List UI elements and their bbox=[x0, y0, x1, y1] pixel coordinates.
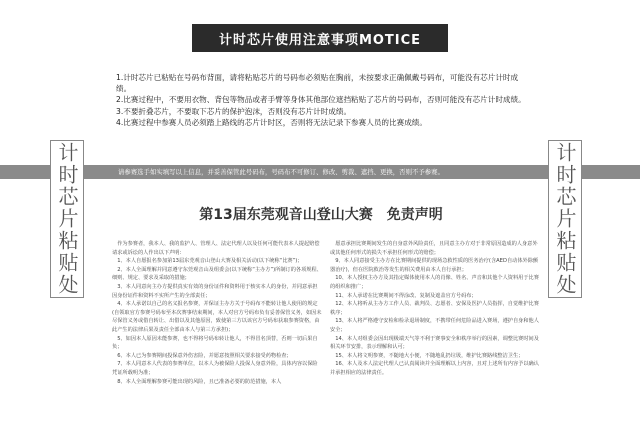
chip-sticker-label-right: 计时芯片粘贴处 bbox=[553, 142, 577, 296]
chip-sticker-area-right bbox=[548, 140, 582, 298]
disclaimer-paragraph: 7、本人同意本人代表的参赛单位，以本人为被保险人投保人身意外险，具体内容以保险凭证所载明为准； bbox=[112, 361, 318, 376]
chip-notice-list bbox=[116, 72, 526, 128]
notice-title: 计时芯片使用注意事项MOTICE bbox=[218, 32, 422, 48]
disclaimer-paragraph: 13、本人将严格遵守安检和检录退场制度，不携带任何危险品进入赛场，遵护自身和他人安全； bbox=[330, 318, 539, 333]
disclaimer-paragraph: 1、本人自愿报名参加第13届东莞观音山登山大赛及相关活动(以下统称“比赛”)； bbox=[117, 258, 303, 265]
disclaimer-paragraph: 12、本人将听从主办方工作人员、裁判员、志愿者、安保及医护人员指挥，自觉维护比赛秩序； bbox=[330, 301, 539, 316]
disclaimer-paragraph: 8、本人全面理解参赛可能出现的风险，且已准备必要的防范措施，本人 bbox=[117, 378, 282, 385]
disclaimer-paragraph: 4、本人承诺以自己的名义报名参赛，并保证主办方关于号码布不能转让他人使用的规定(自领取官方参赛号码布至本次赛事结束期间，本人对官方号码布负有妥善保管义务，如因未尽保管义务或借自转让、出借以及其他原因，致使第三方以该官方号码布获取参赛资格，由此产生的法律后果及责任全部由本人与第三方承担)； bbox=[112, 301, 322, 333]
disclaimer-title: 第13届东莞观音山登山大赛 免责声明 bbox=[199, 207, 443, 223]
disclaimer-paragraph: 15、本人将文明参赛，不随地大小便，不随地乱扔垃圾，维护比赛路线整洁卫生； bbox=[335, 352, 524, 359]
disclaimer-paragraph: 3、本人同意向主办方提供真实有效的身份证件和资料用于核实本人的身份，并同意承担因身份证件和资料不实所产生的全部责任； bbox=[112, 283, 318, 299]
disclaimer-paragraph: 16、本人及本人法定代理人已认真阅读并全面理解以上内容，且对上述所有内容予以确认并承担相应的法律责任。 bbox=[330, 361, 539, 376]
info-band-text: 请参赛选手如实填写以上信息，并妥善保管此号码布，号码布不可修订、修改、剪裁、遮挡、更换，否则不予参赛。 bbox=[118, 168, 444, 176]
disclaimer-paragraph: 14、本人对组委会因出现极端天气等不利于赛事安全和秩序举行的因素，调整比赛时间及相关环节安排，表示理解和认可； bbox=[330, 335, 539, 351]
chip-sticker-area-left bbox=[50, 140, 84, 298]
disclaimer-paragraph: 9、本人同意接受主办方在比赛期间提供的现场急救性质的医务治疗(含AED自动体外除颤器治疗)，但在医院救治等发生的相关费用由本人自行承担； bbox=[330, 258, 539, 273]
disclaimer-paragraph: 6、本人已为参赛期间投保意外伤害险，并愿意按照相关要求接受药物检查； bbox=[117, 352, 292, 359]
disclaimer-paragraph: 2、本人全面理解并同意遵守东莞观音山及组委会(以下统称“主办方”)所制订的各项规程、细则、规定、要求及采取的措施； bbox=[112, 266, 322, 282]
notice-title-banner bbox=[192, 24, 448, 52]
disclaimer-paragraph: 作为参赛者，我本人、我的监护人、管理人、法定代理人以及任何可能代表本人提起赔偿请求或诉讼的人作出以下声明： bbox=[112, 241, 320, 256]
disclaimer-paragraph: 10、本人授权主办方及其指定媒体使用本人的肖像、姓名、声音和其他个人资料用于比赛的组织和推广； bbox=[330, 275, 539, 290]
disclaimer-paragraph: 11、本人承诺在比赛期间不得涂改、复制及遮盖官方号码布； bbox=[335, 292, 477, 299]
notice-item: 3.不要折叠芯片，不要取下芯片的保护泡沫，否则没有芯片计时成绩。 bbox=[116, 106, 352, 116]
disclaimer-paragraph: 5、如因本人原因未能参赛，也不得将号码布转让他人，不得冒名顶替，否则一切后果自负； bbox=[112, 335, 318, 351]
disclaimer-column-right bbox=[330, 240, 540, 378]
disclaimer-column-left bbox=[112, 240, 322, 386]
chip-sticker-label-left: 计时芯片粘贴处 bbox=[55, 142, 79, 296]
notice-item: 4.比赛过程中参赛人员必须踏上路线的芯片计时区，否则将无法记录下参赛人员的比赛成绩。 bbox=[116, 117, 427, 127]
notice-item: 2.比赛过程中，不要用衣物、背包等物品或者手臂等身体其他部位遮挡粘贴了芯片的号码布，否则可能没有芯片计时成绩。 bbox=[116, 95, 526, 105]
disclaimer-paragraph: 愿意承担比赛期间发生的自身意外风险责任，且同意主办方对于非常原因造成的人身意外或其他任何形式的损失不承担任何形式的赔偿； bbox=[330, 241, 538, 256]
notice-item: 1.计时芯片已粘贴在号码布背面，请将粘贴芯片的号码布必须贴在胸前，未按要求正确佩戴号码布，可能没有芯片计时成绩。 bbox=[116, 73, 519, 94]
